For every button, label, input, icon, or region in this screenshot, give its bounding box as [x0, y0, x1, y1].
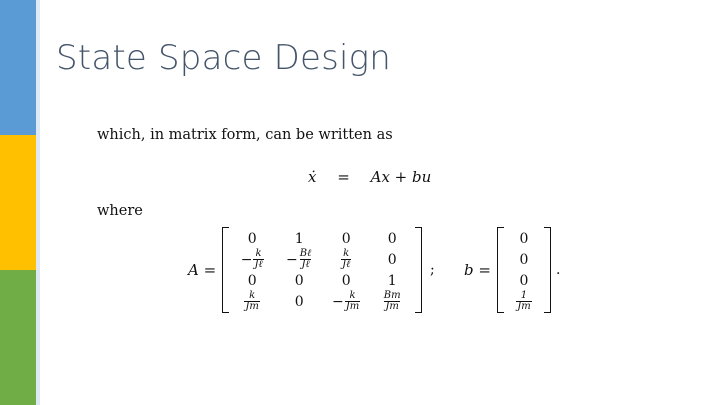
matrix-a-entry-3-2: − $\frac{k}{Jm}$ — [332, 289, 360, 312]
matrix-a-right-bracket — [415, 227, 422, 313]
matrix-a-entry-0-2: 0 — [341, 230, 351, 247]
matrix-a-left-bracket — [222, 227, 229, 313]
matrix-a-entry-2-2: 0 — [341, 272, 351, 289]
matrix-a-entry-1-0: − $\frac{k}{\text{Jℓ}}$ — [240, 247, 263, 270]
matrix-a-entry-2-3: 1 — [387, 272, 397, 289]
matrix-a-label: A = — [188, 261, 217, 279]
matrix-a-entry-0-3: 0 — [387, 230, 397, 247]
matrix-b — [464, 228, 551, 312]
matrix-a-entry-1-3: 0 — [387, 251, 397, 268]
matrix-a-grid — [229, 228, 415, 312]
matrix-a-entry-0-1: 1 — [294, 230, 304, 247]
matrix-a-entry-3-0: $\frac{k}{Jm}$ — [245, 289, 259, 312]
matrix-b-grid — [504, 228, 544, 312]
end-mark: . — [556, 262, 561, 278]
matrix-b-entry-3: $\frac{1}{Jm}$ — [517, 289, 531, 312]
matrix-a-entry-3-3: $\frac{Bm}{Jm}$ — [383, 289, 401, 312]
matrix-separator: ; — [430, 262, 435, 278]
equation-equals: = — [337, 168, 350, 186]
matrix-a-entry-1-1: − $\frac{\text{Bℓ}}{\text{Jℓ}}$ — [286, 247, 312, 270]
intro-text: which, in matrix form, can be written as — [97, 127, 393, 143]
matrix-a-entry-2-1: 0 — [294, 272, 304, 289]
matrix-a — [188, 228, 422, 312]
state-equation — [308, 168, 431, 186]
accent-band-edge — [36, 0, 40, 405]
accent-band-yellow — [0, 135, 36, 270]
matrix-b-left-bracket — [497, 227, 504, 313]
equation-rhs: Ax + bu — [370, 168, 432, 186]
accent-band-blue — [0, 0, 36, 135]
matrix-b-label: b = — [464, 261, 491, 279]
matrix-b-entry-2: 0 — [519, 272, 529, 289]
matrix-a-entry-1-2: $\frac{k}{\text{Jℓ}}$ — [342, 247, 351, 270]
matrix-a-entry-0-0: 0 — [247, 230, 257, 247]
matrix-a-entry-2-0: 0 — [247, 272, 257, 289]
slide-title: State Space Design — [56, 38, 392, 78]
matrix-a-entry-3-1: 0 — [294, 293, 304, 310]
accent-band-green — [0, 270, 36, 405]
matrix-b-right-bracket — [544, 227, 551, 313]
equation-lhs: ẋ — [308, 168, 317, 186]
matrix-b-entry-0: 0 — [519, 230, 529, 247]
matrix-b-entry-1: 0 — [519, 251, 529, 268]
where-text: where — [97, 203, 143, 219]
